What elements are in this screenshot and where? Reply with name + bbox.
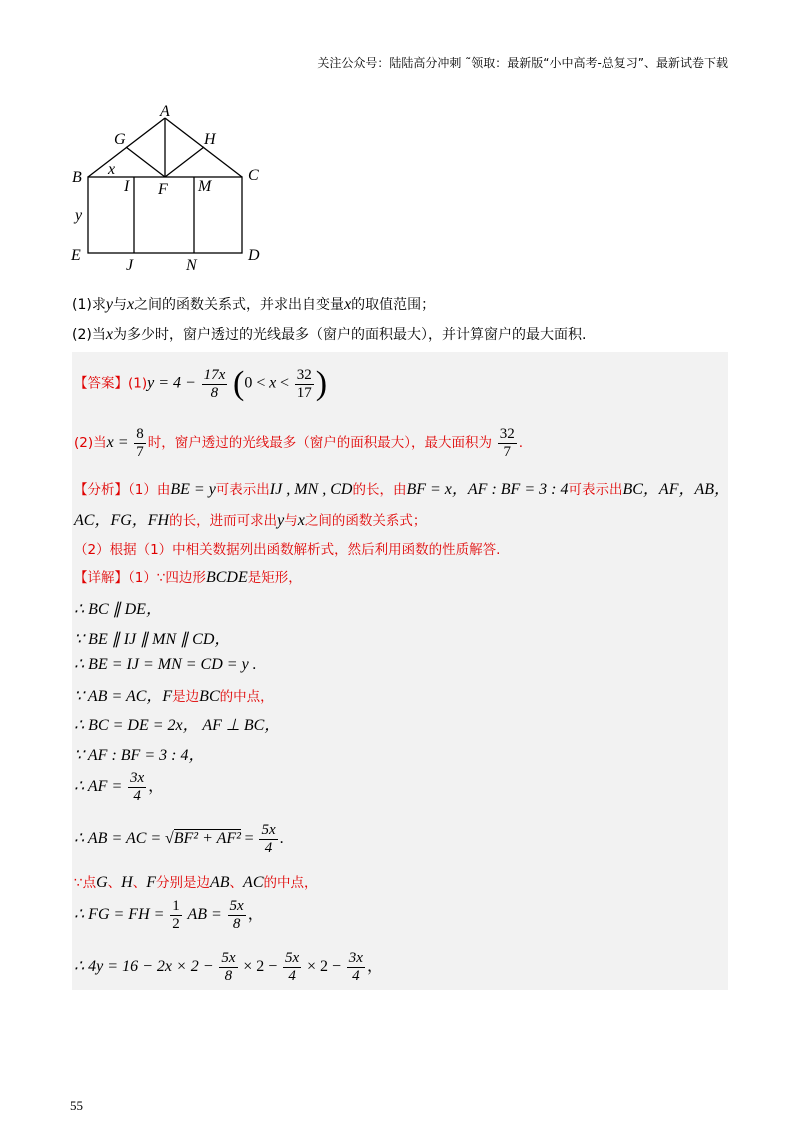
- label-b: B: [72, 169, 82, 186]
- question-1: (1)求y与x之间的函数关系式，并求出自变量x的取值范围；: [72, 296, 436, 313]
- analysis-line-3: （2）根据（1）中相关数据列出函数解析式，然后利用函数的性质解答.: [74, 542, 501, 558]
- label-m: M: [198, 178, 212, 195]
- detail-line-10: ∵点G、H、F分别是边AB、AC的中点，: [74, 874, 318, 891]
- question-2: (2)当x为多少时，窗户透过的光线最多（窗户的面积最大），并计算窗户的最大面积.: [72, 326, 587, 343]
- detail-line-1: 【详解】（1）∵四边形BCDE是矩形，: [74, 569, 302, 586]
- detail-line-6: ∴ BC = DE = 2x， AF ⊥ BC，: [74, 717, 281, 734]
- answer-line-1: 【答案】(1)y = 4 − $\frac{17x}{8}$ (0 < x < $\frac{32}{17}$ ): [74, 365, 328, 402]
- label-n: N: [186, 257, 197, 274]
- seg-hf: [165, 147, 204, 177]
- detail-line-12: ∴ 4y = 16 − 2x × 2 − $\frac{5x}{8}$ × 2 − $\frac{5x}{4}$ × 2 − $\frac{3x}{4}$ ，: [74, 950, 383, 984]
- label-a: A: [160, 103, 170, 120]
- label-h: H: [204, 131, 216, 148]
- page-number: 55: [70, 1098, 83, 1113]
- detail-line-3: ∵ BE ∥ IJ ∥ MN ∥ CD，: [74, 631, 231, 648]
- window-figure: [68, 100, 278, 275]
- analysis-line-1: 【分析】（1）由BE = y可表示出IJ , MN , CD的长，由BF = x，AF : BF = 3 : 4可表示出BC，AF，AB，: [74, 481, 731, 498]
- detail-line-11: ∴ FG = FH = $\frac{1}{2}$ AB = $\frac{5x}{8}$ ，: [74, 898, 264, 932]
- detail-line-9: ∴ AB = AC = √BF² + AF² = $\frac{5x}{4}$ .: [74, 822, 284, 856]
- analysis-line-2: AC，FG，FH的长，进而可求出y与x之间的函数关系式；: [74, 512, 427, 529]
- detail-line-8: ∴ AF = $\frac{3x}{4}$ ，: [74, 770, 165, 804]
- page-header: 关注公众号：陆陆高分冲刺 ˜领取：最新版“小中高考-总复习”、最新试卷下载: [317, 56, 728, 70]
- answer-line-2: (2)当x = $\frac{8}{7}$ 时，窗户透过的光线最多（窗户的面积最大），最大面积为 $\frac{32}{7}$ .: [74, 426, 524, 460]
- label-g: G: [114, 131, 126, 148]
- detail-line-7: ∵ AF : BF = 3 : 4，: [74, 747, 205, 764]
- seg-gf: [126, 147, 165, 177]
- label-f: F: [158, 181, 168, 198]
- label-d: D: [248, 247, 260, 264]
- detail-line-4: ∴ BE = IJ = MN = CD = y .: [74, 656, 257, 673]
- detail-line-5: ∵ AB = AC，F是边BC的中点，: [74, 688, 274, 705]
- detail-line-2: ∴ BC ∥ DE，: [74, 601, 162, 618]
- label-i: I: [124, 178, 130, 195]
- label-y: y: [75, 207, 83, 224]
- label-e: E: [71, 247, 81, 264]
- label-j: J: [126, 257, 134, 274]
- label-x: x: [108, 161, 116, 178]
- label-c: C: [248, 167, 259, 184]
